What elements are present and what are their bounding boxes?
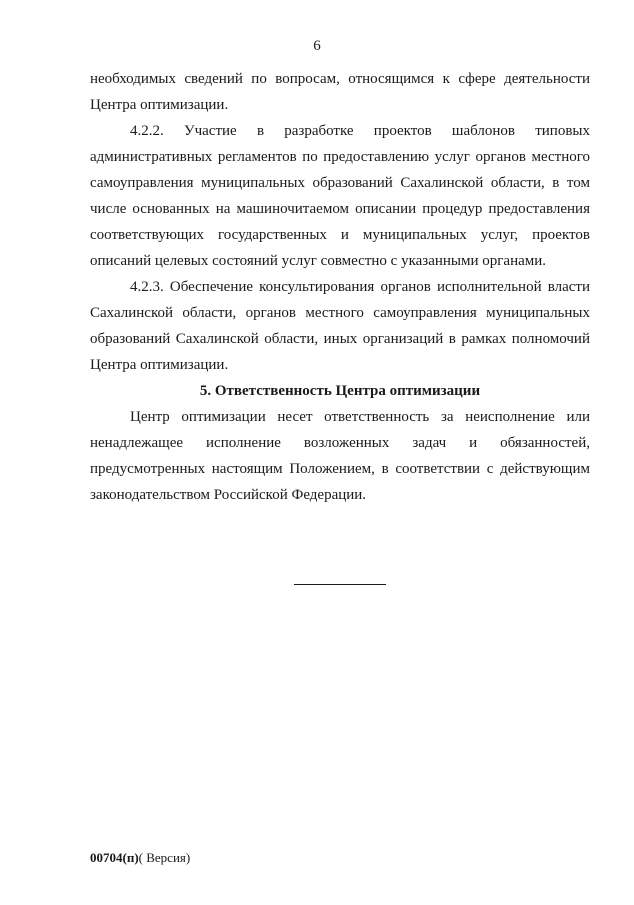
section-5-text: Центр оптимизации несет ответственность за неисполнение или ненадлежащее исполнение возложенных задач и обязанностей, предусмотренных настоящим Положением, в соответствии с действующим законодательством Российской Федерации. xyxy=(90,409,590,503)
document-body xyxy=(90,66,590,508)
footer-version: ( Версия) xyxy=(138,850,191,865)
page-number: 6 xyxy=(313,38,321,54)
section-5-heading: 5. Ответственность Центра оптимизации xyxy=(199,383,481,399)
footer-document-code: 00704(п) xyxy=(90,850,139,865)
document-footer xyxy=(90,850,190,866)
paragraph-4-2-2: 4.2.2. Участие в разработке проектов шаблонов типовых административных регламентов по предоставлению услуг органов местного самоуправления муниципальных образований Сахалинской области, в том числе основанных на машиночитаемом описании процедур предоставления соответствующих государственных и муниципальных услуг, проектов описаний целевых состояний услуг совместно с указанными органами. xyxy=(90,123,590,269)
paragraph-continuation: необходимых сведений по вопросам, относящимся к сфере деятельности Центра оптимизации. xyxy=(90,71,590,113)
paragraph-4-2-3: 4.2.3. Обеспечение консультирования органов исполнительной власти Сахалинской области, органов местного самоуправления муниципальных образований Сахалинской области, иных организаций в рамках полномочий Центра оптимизации. xyxy=(90,279,590,373)
end-separator-line xyxy=(294,584,386,585)
